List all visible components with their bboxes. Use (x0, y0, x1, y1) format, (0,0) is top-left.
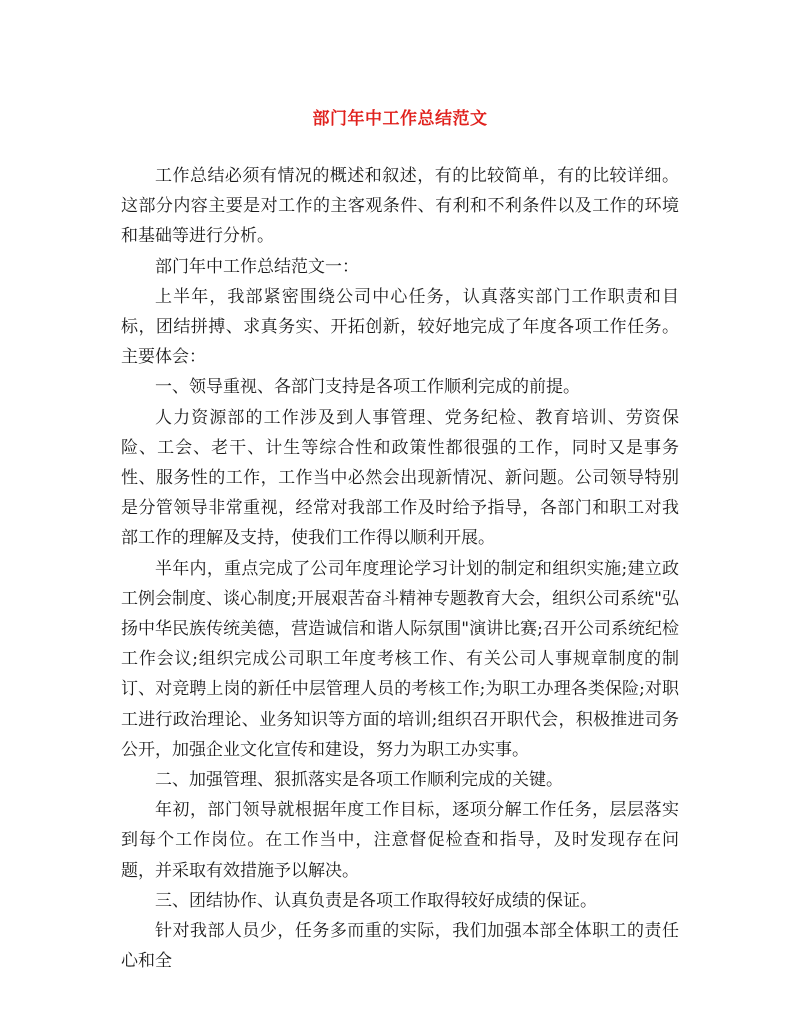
document-title: 部门年中工作总结范文 (312, 109, 488, 129)
paragraph-section-three-heading: 三、团结协作、认真负责是各项工作取得较好成绩的保证。 (155, 890, 597, 911)
paragraph-management: 年初，部门领导就根据年度工作目标，逐项分解工作任务，层层落实到每个工作岗位。在工作当中，注意督促检查和指导，及时发现存在问题，并采取有效措施予以解决。 (121, 800, 679, 881)
paragraph-sample-heading: 部门年中工作总结范文一： (155, 256, 359, 277)
paragraph-intro: 工作总结必须有情况的概述和叙述，有的比较简单，有的比较详细。这部分内容主要是对工作的主客观条件、有利和不利条件以及工作的环境和基础等进行分析。 (121, 166, 679, 247)
paragraph-hr-scope: 人力资源部的工作涉及到人事管理、党务纪检、教育培训、劳资保险、工会、老干、计生等综合性和政策性都很强的工作，同时又是事务性、服务性的工作，工作当中必然会出现新情况、新问题。公司领导特别是分管领导非常重视，经常对我部工作及时给予指导，各部门和职工对我部工作的理解及支持，使我们工作得以顺利开展。 (121, 407, 679, 549)
document-body (121, 161, 679, 976)
paragraph-section-two-heading: 二、加强管理、狠抓落实是各项工作顺利完成的关键。 (155, 770, 563, 791)
paragraph-achievements: 半年内，重点完成了公司年度理论学习计划的制定和组织实施;建立政工例会制度、谈心制度;开展艰苦奋斗精神专题教育大会，组织公司系统"弘扬中华民族传统美德，营造诚信和谐人际氛围"演讲比赛;召开公司系统纪检工作会议;组织完成公司职工年度考核工作、有关公司人事规章制度的制订、对竞聘上岗的新任中层管理人员的考核工作;为职工办理各类保险;对职工进行政治理论、业务知识等方面的培训;组织召开职代会，积极推进司务公开，加强企业文化宣传和建设，努力为职工办实事。 (121, 558, 679, 760)
paragraph-section-one-heading: 一、领导重视、各部门支持是各项工作顺利完成的前提。 (155, 377, 580, 398)
paragraph-teamwork: 针对我部人员少，任务多而重的实际，我们加强本部全体职工的责任心和全 (121, 921, 679, 972)
paragraph-first-half-summary: 上半年，我部紧密围绕公司中心任务，认真落实部门工作职责和目标，团结拼搏、求真务实、开拓创新，较好地完成了年度各项工作任务。主要体会： (121, 286, 679, 368)
